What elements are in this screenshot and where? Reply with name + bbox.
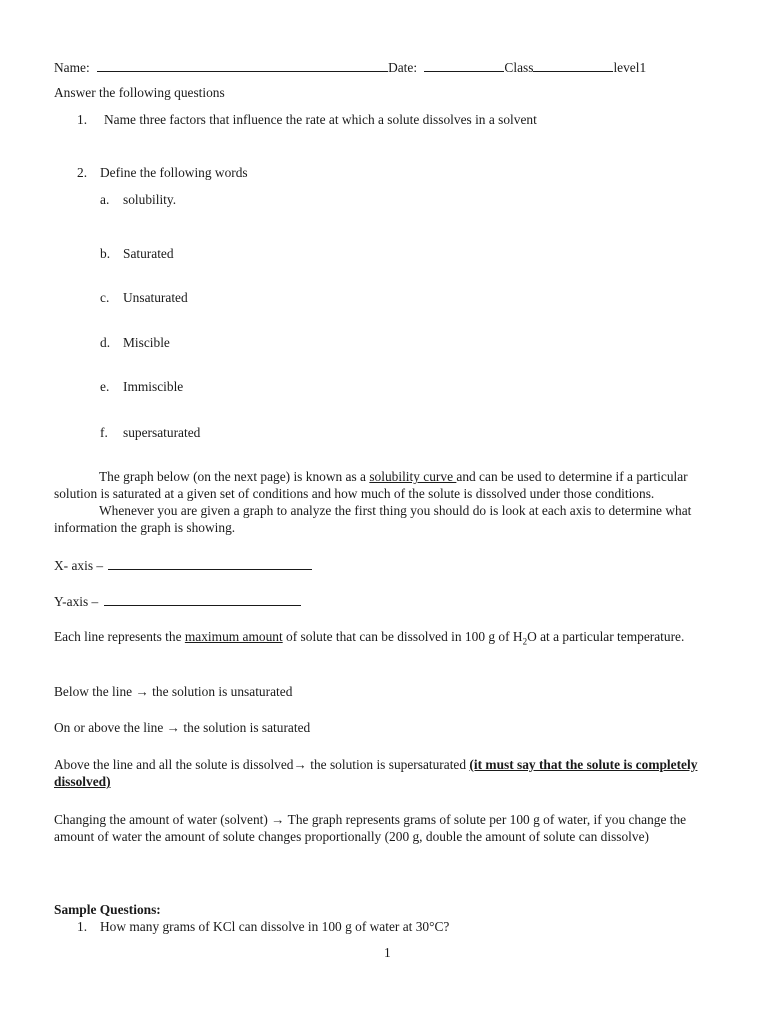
q2f-letter: f. bbox=[100, 425, 108, 440]
q2d-word: Miscible bbox=[123, 335, 170, 350]
q2-text: Define the following words bbox=[100, 165, 248, 180]
above-line-note: (it must say that the solute is completely dissolved) bbox=[54, 757, 698, 789]
q2d-letter: d. bbox=[100, 335, 111, 350]
q2c-word: Unsaturated bbox=[123, 290, 188, 305]
x-axis-line bbox=[54, 557, 312, 574]
level-label: level1 bbox=[613, 60, 647, 75]
maximum-amount-term: maximum amount bbox=[184, 629, 283, 644]
sample-heading: Sample Questions: bbox=[54, 902, 161, 917]
y-axis-label: Y-axis – bbox=[54, 594, 99, 609]
lines-paragraph bbox=[54, 628, 726, 651]
instructions: Answer the following questions bbox=[54, 85, 225, 100]
class-label: Class bbox=[504, 60, 534, 75]
graph-intro-pre: The graph below (on the next page) is known as a bbox=[99, 469, 370, 484]
lines-post: O at a particular temperature. bbox=[527, 629, 685, 644]
q2e-word: Immiscible bbox=[123, 379, 184, 394]
h2o-subscript: 2 bbox=[522, 636, 528, 647]
above-line-text: Above the line and all the solute is dissolved→ the solution is supersaturated bbox=[54, 757, 470, 772]
graph-intro-paragraph bbox=[54, 468, 726, 536]
q1-text: Name three factors that influence the rate at which a solute dissolves in a solvent bbox=[104, 112, 537, 127]
above-line-paragraph bbox=[54, 756, 726, 790]
lines-mid: of solute that can be dissolved in 100 g of H bbox=[282, 629, 523, 644]
date-label: Date: bbox=[388, 60, 418, 75]
page-number: 1 bbox=[384, 945, 391, 960]
water-change-paragraph: Changing the amount of water (solvent) → The graph represents grams of solute per 100 g of water, if you change the amount of water the amount of solute changes proportionally (200 g, double the amount of solute can dissolve) bbox=[54, 812, 687, 844]
sample-q1-number: 1. bbox=[77, 919, 88, 934]
x-axis-label: X- axis – bbox=[54, 558, 104, 573]
header-line bbox=[54, 59, 646, 76]
below-line-rule: Below the line → the solution is unsaturated bbox=[54, 684, 293, 699]
axis-intro-paragraph: Whenever you are given a graph to analyze the first thing you should do is look at each axis to determine what information the graph is showing. bbox=[54, 503, 692, 535]
q1-number: 1. bbox=[77, 112, 88, 127]
q2-number: 2. bbox=[77, 165, 88, 180]
name-label: Name: bbox=[54, 60, 90, 75]
solubility-curve-term: solubility curve bbox=[369, 469, 457, 484]
q2b-letter: b. bbox=[100, 246, 111, 261]
sample-q1-text: How many grams of KCl can dissolve in 100 g of water at 30°C? bbox=[100, 919, 450, 934]
lines-pre: Each line represents the bbox=[54, 629, 185, 644]
name-blank[interactable] bbox=[97, 59, 388, 72]
q2f-word: supersaturated bbox=[123, 425, 201, 440]
q2a-letter: a. bbox=[100, 192, 110, 207]
q2e-letter: e. bbox=[100, 379, 110, 394]
q2a-word: solubility. bbox=[123, 192, 177, 207]
y-axis-blank[interactable] bbox=[104, 593, 301, 606]
y-axis-line bbox=[54, 593, 301, 610]
date-blank[interactable] bbox=[424, 59, 504, 72]
class-blank[interactable] bbox=[533, 59, 613, 72]
x-axis-blank[interactable] bbox=[108, 557, 312, 570]
q2b-word: Saturated bbox=[123, 246, 174, 261]
graph-intro-post: and can be used to determine if a particular solution is saturated at a given set of conditions and how much of the solute is dissolved under those conditions. bbox=[54, 469, 688, 501]
on-line-rule: On or above the line → the solution is saturated bbox=[54, 720, 311, 735]
q2c-letter: c. bbox=[100, 290, 110, 305]
